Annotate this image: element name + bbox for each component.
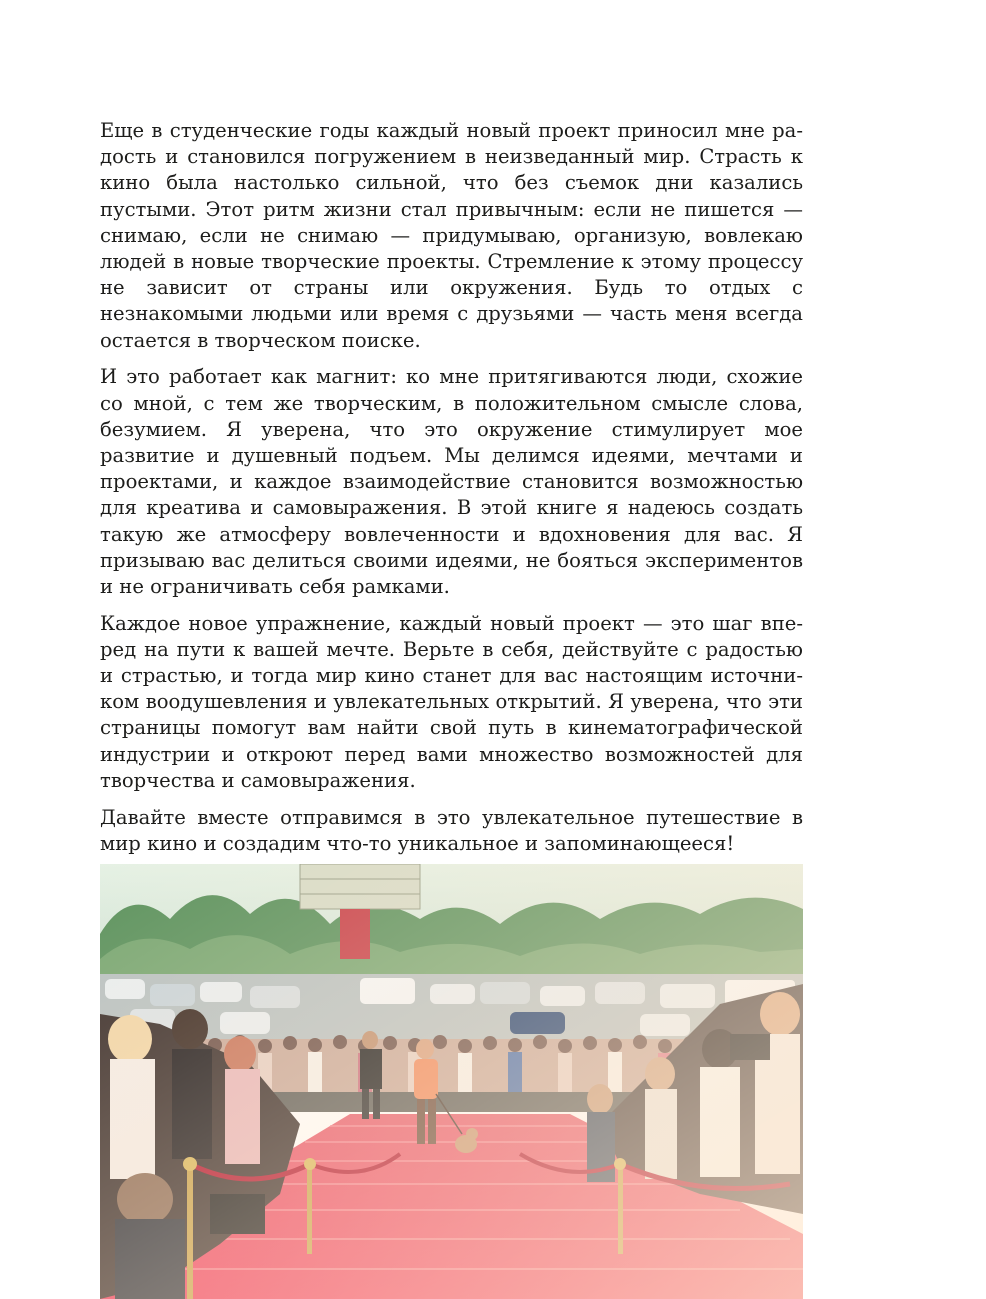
paragraph-2: И это работает как магнит: ко мне притягиваются люди, схожие со мной, с тем же творческим, в положительном смысле слова, безумием. Я уверена, что это окружение стимулирует мое развитие и душевный подъем. Мы делимся идеями, мечтами и проектами, и каждое взаимодействие становится возможностью для креатива и самовыражения. В этой книге я надеюсь создать такую же атмосферу вовлеченности и вдохновения для вас. Я призываю вас делиться своими идеями, не бояться экспериментов и не ограничивать себя рамками. <box>100 365 803 598</box>
paragraph-1: Еще в студенческие годы каждый новый проект приносил мне радость и становился погружением в неизведанный мир. Страсть к кино была настолько сильной, что без съемок дни казались пустыми. Этот ритм жизни стал привычным: если не пишется — снимаю, если не снимаю — придумываю, организую, вовлекаю людей в новые творческие проекты. Стремление к этому процессу не зависит от страны или окружения. Будь то отдых с незнакомыми людьми или время с друзьями — часть меня всегда остается в творческом поиске. <box>100 119 803 352</box>
paragraph-3: Каждое новое упражнение, каждый новый проект — это шаг вперед на пути к вашей мечте. Верьте в себя, действуйте с радостью и страстью, и тогда мир кино станет для вас настоящим источником воодушевления и увлекательных открытий. Я уверена, что эти страницы помогут вам найти свой путь в кинематографической индустрии и откроют перед вами множество возможностей для творчества и самовыражения. <box>100 611 803 792</box>
body-text <box>100 118 803 867</box>
paragraph-4: Давайте вместе отправимся в это увлекательное путешествие в мир кино и создадим что-то уникальное и запоминающееся! <box>100 805 803 855</box>
photo-illustration <box>100 864 803 1299</box>
red-carpet-photo <box>100 864 803 1299</box>
